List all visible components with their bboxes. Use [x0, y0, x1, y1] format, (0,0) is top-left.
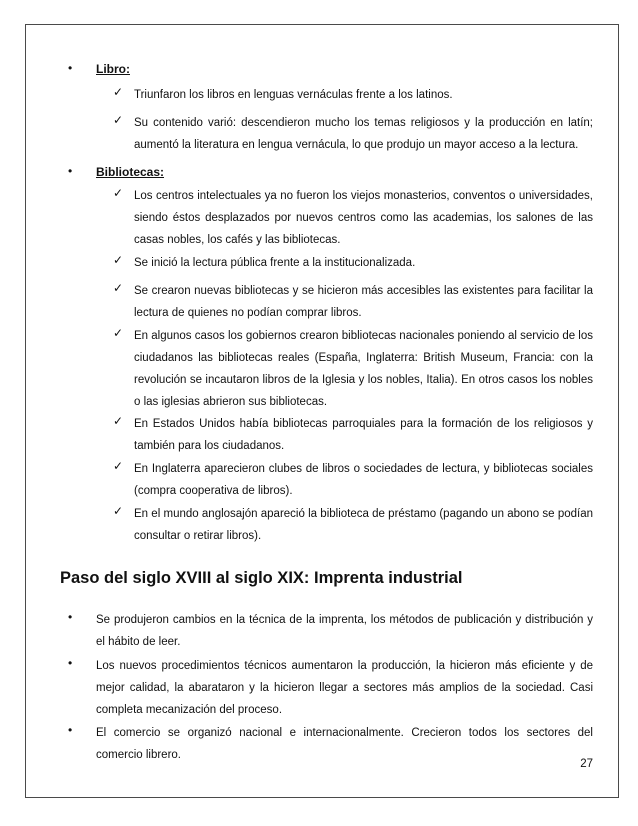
page-number: 27 [580, 758, 593, 770]
section-heading: Paso del siglo XVIII al siglo XIX: Imprenta industrial [60, 569, 463, 587]
list-item: En Estados Unidos había bibliotecas parroquiales para la formación de los religiosos y también para los ciudadanos. [134, 418, 593, 452]
checkmark-icon: ✓ [113, 459, 124, 473]
list-item: Los nuevos procedimientos técnicos aumentaron la producción, la hicieron más eficiente y de mejor calidad, la abarataron y la hicieron llegar a sectores más amplios de la sociedad. Casi completa mecanización del proceso. [96, 660, 593, 716]
list-item: En Inglaterra aparecieron clubes de libros o sociedades de lectura, y bibliotecas sociales (compra cooperativa de libros). [134, 463, 593, 497]
section-label-bibliotecas: Bibliotecas: [96, 165, 165, 179]
list-item: El comercio se organizó nacional e internacionalmente. Crecieron todos los sectores del comercio librero. [96, 727, 593, 761]
list-item: Se produjeron cambios en la técnica de la imprenta, los métodos de publicación y distribución y el hábito de leer. [96, 614, 593, 648]
checkmark-icon: ✓ [113, 113, 124, 127]
checkmark-icon: ✓ [113, 186, 124, 200]
bullet-icon: • [68, 61, 73, 75]
list-item: Su contenido varió: descendieron mucho los temas religiosos y la producción en latín; aumentó la literatura en lengua vernácula, lo que produjo un mayor acceso a la lectura. [134, 117, 593, 151]
bullet-icon: • [68, 723, 73, 737]
checkmark-icon: ✓ [113, 281, 124, 295]
list-item: Triunfaron los libros en lenguas vernáculas frente a los latinos. [134, 89, 453, 101]
bullet-icon: • [68, 656, 73, 670]
checkmark-icon: ✓ [113, 326, 124, 340]
checkmark-icon: ✓ [113, 85, 124, 99]
list-item: En el mundo anglosajón apareció la biblioteca de préstamo (pagando un abono se podían consultar o retirar libros). [134, 508, 593, 542]
bullet-icon: • [68, 164, 73, 178]
list-item: En algunos casos los gobiernos crearon bibliotecas nacionales poniendo al servicio de los ciudadanos las bibliotecas reales (España, Inglaterra: British Museum, Francia: con la revolución se incautaron libros de la Iglesia y los nobles, Italia). En otros casos los nobles o las iglesias abrieron sus bibliotecas. [134, 330, 594, 408]
checkmark-icon: ✓ [113, 504, 124, 518]
section-label-libro: Libro: [96, 62, 130, 76]
bullet-icon: • [68, 610, 73, 624]
checkmark-icon: ✓ [113, 414, 124, 428]
list-item: Los centros intelectuales ya no fueron los viejos monasterios, conventos o universidades, siendo éstos desplazados por nuevos centros como las academias, los salones de las casas nobles, los cafés y las bibliotecas. [134, 190, 593, 246]
list-item: Se inició la lectura pública frente a la institucionalizada. [134, 257, 416, 269]
checkmark-icon: ✓ [113, 253, 124, 267]
list-item: Se crearon nuevas bibliotecas y se hicieron más accesibles las existentes para facilitar la lectura de quienes no podían comprar libros. [134, 285, 593, 319]
